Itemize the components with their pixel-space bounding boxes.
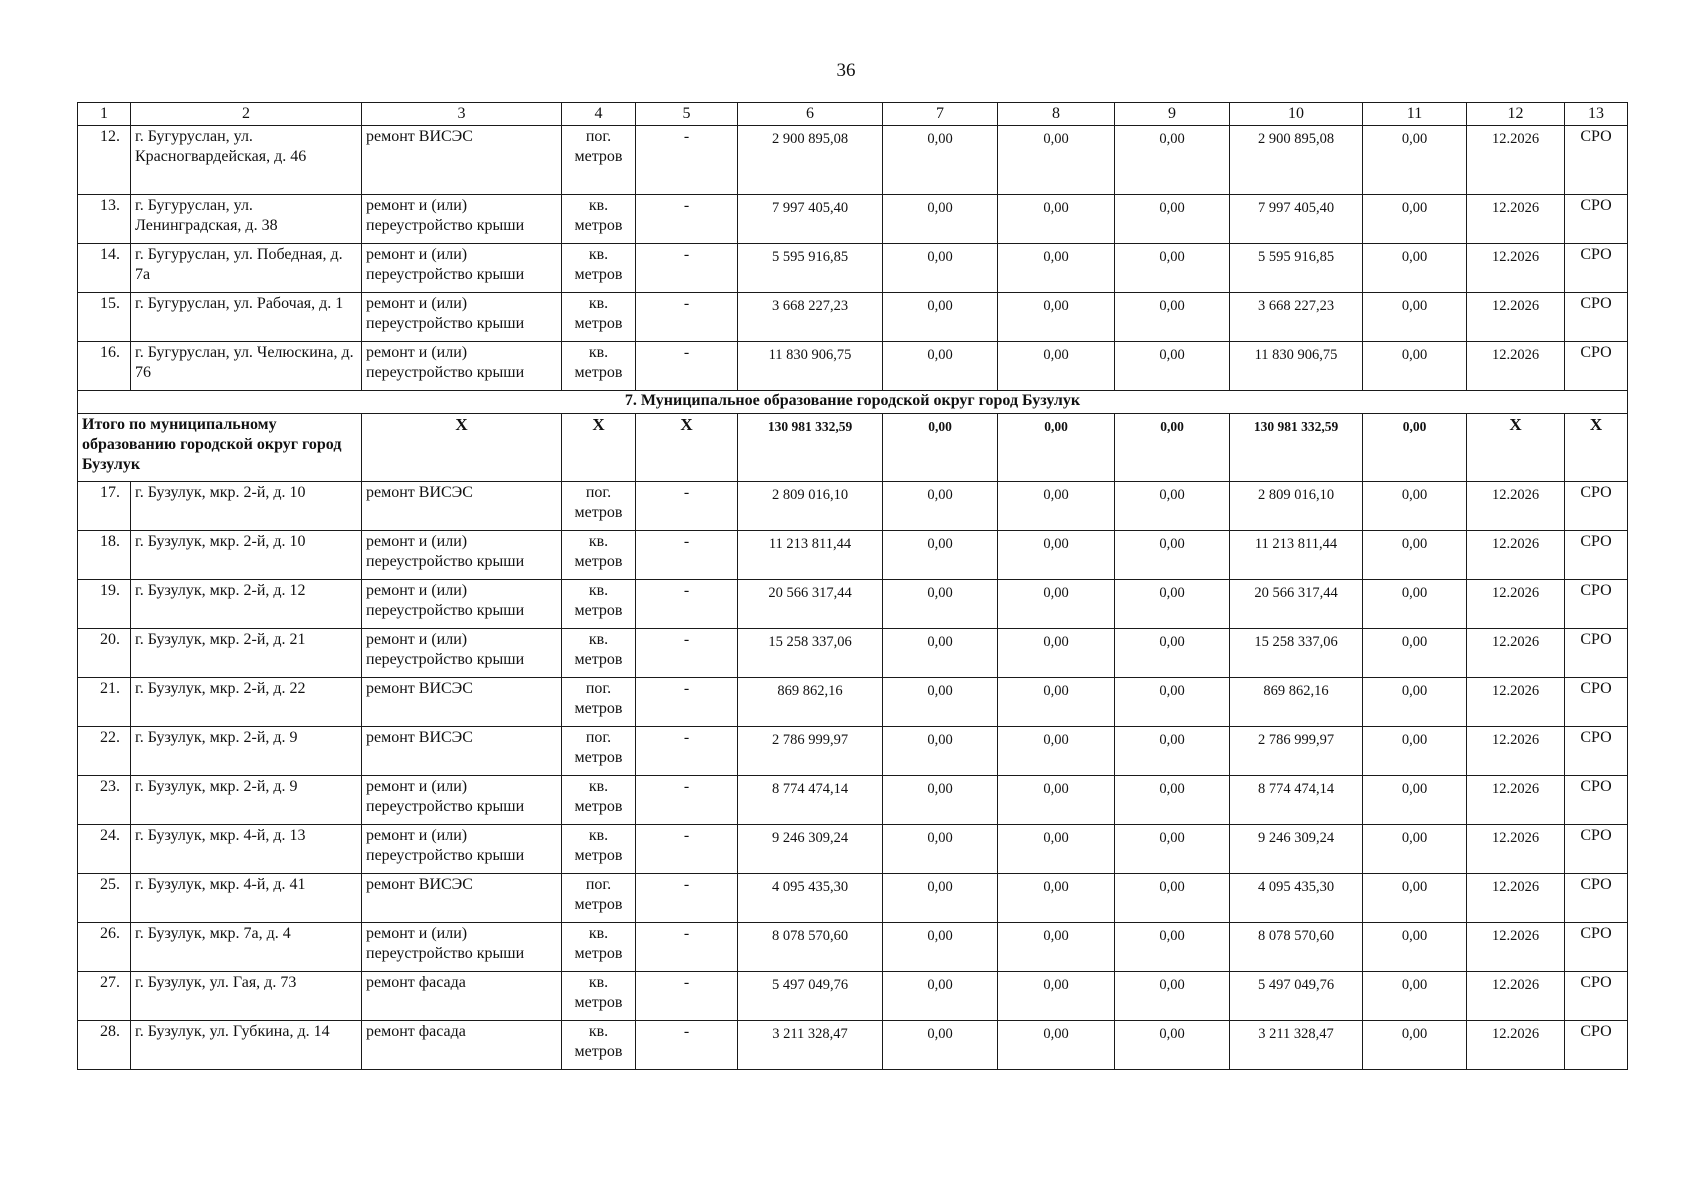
table-row (78, 776, 1628, 825)
method-cell: СРО (1565, 874, 1628, 923)
row-number: 12. (78, 126, 131, 195)
col9-cell: 0,00 (1115, 244, 1230, 293)
row-number: 26. (78, 923, 131, 972)
col10-cell: 15 258 337,06 (1230, 629, 1363, 678)
total-col4: X (562, 414, 636, 482)
total-cost-cell: 5 595 916,85 (738, 244, 883, 293)
column-header-11: 11 (1363, 103, 1467, 126)
total-cost-cell: 2 809 016,10 (738, 482, 883, 531)
unit-cell: кв. метров (562, 342, 636, 391)
row-number: 14. (78, 244, 131, 293)
method-cell: СРО (1565, 244, 1628, 293)
table-row (78, 874, 1628, 923)
deadline-cell: 12.2026 (1467, 874, 1565, 923)
deadline-cell: 12.2026 (1467, 1021, 1565, 1070)
row-number: 20. (78, 629, 131, 678)
row-number: 23. (78, 776, 131, 825)
col7-cell: 0,00 (883, 727, 998, 776)
col8-cell: 0,00 (998, 531, 1115, 580)
col5-cell: - (636, 482, 738, 531)
column-header-2: 2 (131, 103, 362, 126)
method-cell: СРО (1565, 923, 1628, 972)
deadline-cell: 12.2026 (1467, 629, 1565, 678)
total-cost-cell: 8 774 474,14 (738, 776, 883, 825)
column-header-10: 10 (1230, 103, 1363, 126)
col7-cell: 0,00 (883, 482, 998, 531)
col5-cell: - (636, 195, 738, 244)
col8-cell: 0,00 (998, 972, 1115, 1021)
unit-cell: кв. метров (562, 531, 636, 580)
total-cost-cell: 2 900 895,08 (738, 126, 883, 195)
total-col11: 0,00 (1363, 414, 1467, 482)
address-cell: г. Бугуруслан, ул. Красногвардейская, д. 46 (131, 126, 362, 195)
address-cell: г. Бугуруслан, ул. Челюскина, д. 76 (131, 342, 362, 391)
total-cost-cell: 15 258 337,06 (738, 629, 883, 678)
total-cost-cell: 869 862,16 (738, 678, 883, 727)
col11-cell: 0,00 (1363, 482, 1467, 531)
total-col9: 0,00 (1115, 414, 1230, 482)
method-cell: СРО (1565, 126, 1628, 195)
col7-cell: 0,00 (883, 531, 998, 580)
row-number: 25. (78, 874, 131, 923)
address-cell: г. Бугуруслан, ул. Победная, д. 7а (131, 244, 362, 293)
work-type-cell: ремонт и (или) переустройство крыши (362, 195, 562, 244)
table-row (78, 629, 1628, 678)
col9-cell: 0,00 (1115, 1021, 1230, 1070)
col10-cell: 11 213 811,44 (1230, 531, 1363, 580)
method-cell: СРО (1565, 629, 1628, 678)
col8-cell: 0,00 (998, 874, 1115, 923)
column-header-12: 12 (1467, 103, 1565, 126)
row-number: 22. (78, 727, 131, 776)
col5-cell: - (636, 825, 738, 874)
col8-cell: 0,00 (998, 482, 1115, 531)
table-row (78, 580, 1628, 629)
deadline-cell: 12.2026 (1467, 727, 1565, 776)
col9-cell: 0,00 (1115, 874, 1230, 923)
col8-cell: 0,00 (998, 126, 1115, 195)
col9-cell: 0,00 (1115, 342, 1230, 391)
method-cell: СРО (1565, 531, 1628, 580)
table-row (78, 195, 1628, 244)
col8-cell: 0,00 (998, 923, 1115, 972)
address-cell: г. Бузулук, мкр. 4-й, д. 41 (131, 874, 362, 923)
col11-cell: 0,00 (1363, 244, 1467, 293)
col9-cell: 0,00 (1115, 195, 1230, 244)
address-cell: г. Бузулук, мкр. 2-й, д. 12 (131, 580, 362, 629)
total-col7: 0,00 (883, 414, 998, 482)
row-number: 19. (78, 580, 131, 629)
work-type-cell: ремонт и (или) переустройство крыши (362, 776, 562, 825)
col10-cell: 5 497 049,76 (1230, 972, 1363, 1021)
col10-cell: 8 078 570,60 (1230, 923, 1363, 972)
col10-cell: 2 900 895,08 (1230, 126, 1363, 195)
work-type-cell: ремонт и (или) переустройство крыши (362, 531, 562, 580)
col11-cell: 0,00 (1363, 195, 1467, 244)
table-row (78, 482, 1628, 531)
table-row (78, 1021, 1628, 1070)
col7-cell: 0,00 (883, 342, 998, 391)
address-cell: г. Бугуруслан, ул. Ленинградская, д. 38 (131, 195, 362, 244)
method-cell: СРО (1565, 776, 1628, 825)
method-cell: СРО (1565, 972, 1628, 1021)
work-type-cell: ремонт ВИСЭС (362, 727, 562, 776)
unit-cell: кв. метров (562, 244, 636, 293)
row-number: 15. (78, 293, 131, 342)
unit-cell: кв. метров (562, 923, 636, 972)
method-cell: СРО (1565, 727, 1628, 776)
col8-cell: 0,00 (998, 629, 1115, 678)
column-header-4: 4 (562, 103, 636, 126)
col9-cell: 0,00 (1115, 531, 1230, 580)
total-cost-cell: 8 078 570,60 (738, 923, 883, 972)
col10-cell: 8 774 474,14 (1230, 776, 1363, 825)
address-cell: г. Бузулук, мкр. 2-й, д. 21 (131, 629, 362, 678)
col7-cell: 0,00 (883, 776, 998, 825)
table-row (78, 293, 1628, 342)
col11-cell: 0,00 (1363, 293, 1467, 342)
unit-cell: кв. метров (562, 580, 636, 629)
total-col13: X (1565, 414, 1628, 482)
unit-cell: пог. метров (562, 727, 636, 776)
method-cell: СРО (1565, 678, 1628, 727)
col8-cell: 0,00 (998, 727, 1115, 776)
col5-cell: - (636, 126, 738, 195)
total-cost-cell: 11 830 906,75 (738, 342, 883, 391)
col8-cell: 0,00 (998, 580, 1115, 629)
total-col3: X (362, 414, 562, 482)
col11-cell: 0,00 (1363, 825, 1467, 874)
deadline-cell: 12.2026 (1467, 776, 1565, 825)
work-type-cell: ремонт и (или) переустройство крыши (362, 342, 562, 391)
col5-cell: - (636, 727, 738, 776)
col9-cell: 0,00 (1115, 776, 1230, 825)
col11-cell: 0,00 (1363, 923, 1467, 972)
table-body (78, 103, 1628, 1070)
col10-cell: 869 862,16 (1230, 678, 1363, 727)
total-cost-cell: 9 246 309,24 (738, 825, 883, 874)
method-cell: СРО (1565, 293, 1628, 342)
table-row (78, 727, 1628, 776)
col11-cell: 0,00 (1363, 874, 1467, 923)
row-number: 27. (78, 972, 131, 1021)
col7-cell: 0,00 (883, 923, 998, 972)
deadline-cell: 12.2026 (1467, 825, 1565, 874)
col8-cell: 0,00 (998, 342, 1115, 391)
col8-cell: 0,00 (998, 776, 1115, 825)
row-number: 18. (78, 531, 131, 580)
page-number: 36 (836, 60, 856, 81)
col9-cell: 0,00 (1115, 482, 1230, 531)
col11-cell: 0,00 (1363, 972, 1467, 1021)
col9-cell: 0,00 (1115, 580, 1230, 629)
method-cell: СРО (1565, 825, 1628, 874)
col9-cell: 0,00 (1115, 629, 1230, 678)
col5-cell: - (636, 678, 738, 727)
col7-cell: 0,00 (883, 244, 998, 293)
total-cost-cell: 3 211 328,47 (738, 1021, 883, 1070)
deadline-cell: 12.2026 (1467, 580, 1565, 629)
col10-cell: 2 786 999,97 (1230, 727, 1363, 776)
address-cell: г. Бузулук, мкр. 2-й, д. 9 (131, 776, 362, 825)
method-cell: СРО (1565, 342, 1628, 391)
col10-cell: 9 246 309,24 (1230, 825, 1363, 874)
row-number: 13. (78, 195, 131, 244)
row-number: 17. (78, 482, 131, 531)
column-header-5: 5 (636, 103, 738, 126)
work-type-cell: ремонт и (или) переустройство крыши (362, 825, 562, 874)
method-cell: СРО (1565, 195, 1628, 244)
col10-cell: 7 997 405,40 (1230, 195, 1363, 244)
col9-cell: 0,00 (1115, 972, 1230, 1021)
col8-cell: 0,00 (998, 195, 1115, 244)
address-cell: г. Бузулук, мкр. 2-й, д. 22 (131, 678, 362, 727)
row-number: 24. (78, 825, 131, 874)
total-col10: 130 981 332,59 (1230, 414, 1363, 482)
col7-cell: 0,00 (883, 825, 998, 874)
deadline-cell: 12.2026 (1467, 244, 1565, 293)
work-type-cell: ремонт ВИСЭС (362, 678, 562, 727)
table-row (78, 126, 1628, 195)
table-row (78, 825, 1628, 874)
col9-cell: 0,00 (1115, 126, 1230, 195)
column-number-header (78, 103, 1628, 126)
unit-cell: кв. метров (562, 293, 636, 342)
col7-cell: 0,00 (883, 678, 998, 727)
address-cell: г. Бугуруслан, ул. Рабочая, д. 1 (131, 293, 362, 342)
col8-cell: 0,00 (998, 678, 1115, 727)
work-type-cell: ремонт и (или) переустройство крыши (362, 580, 562, 629)
unit-cell: кв. метров (562, 972, 636, 1021)
col7-cell: 0,00 (883, 195, 998, 244)
column-header-1: 1 (78, 103, 131, 126)
deadline-cell: 12.2026 (1467, 972, 1565, 1021)
column-header-13: 13 (1565, 103, 1628, 126)
total-cost-cell: 2 786 999,97 (738, 727, 883, 776)
row-number: 28. (78, 1021, 131, 1070)
col8-cell: 0,00 (998, 293, 1115, 342)
work-type-cell: ремонт ВИСЭС (362, 126, 562, 195)
total-col8: 0,00 (998, 414, 1115, 482)
column-header-3: 3 (362, 103, 562, 126)
deadline-cell: 12.2026 (1467, 531, 1565, 580)
col5-cell: - (636, 580, 738, 629)
col5-cell: - (636, 244, 738, 293)
total-col6: 130 981 332,59 (738, 414, 883, 482)
col5-cell: - (636, 923, 738, 972)
table-row (78, 972, 1628, 1021)
col7-cell: 0,00 (883, 874, 998, 923)
col5-cell: - (636, 531, 738, 580)
unit-cell: пог. метров (562, 678, 636, 727)
address-cell: г. Бузулук, ул. Гая, д. 73 (131, 972, 362, 1021)
table-row (78, 678, 1628, 727)
work-type-cell: ремонт ВИСЭС (362, 482, 562, 531)
work-type-cell: ремонт фасада (362, 1021, 562, 1070)
col11-cell: 0,00 (1363, 678, 1467, 727)
deadline-cell: 12.2026 (1467, 923, 1565, 972)
col5-cell: - (636, 972, 738, 1021)
section-title: 7. Муниципальное образование городской округ город Бузулук (78, 391, 1628, 414)
unit-cell: кв. метров (562, 1021, 636, 1070)
col9-cell: 0,00 (1115, 727, 1230, 776)
address-cell: г. Бузулук, мкр. 2-й, д. 10 (131, 531, 362, 580)
total-cost-cell: 3 668 227,23 (738, 293, 883, 342)
col8-cell: 0,00 (998, 244, 1115, 293)
address-cell: г. Бузулук, мкр. 2-й, д. 10 (131, 482, 362, 531)
unit-cell: кв. метров (562, 629, 636, 678)
method-cell: СРО (1565, 1021, 1628, 1070)
col11-cell: 0,00 (1363, 1021, 1467, 1070)
deadline-cell: 12.2026 (1467, 678, 1565, 727)
col10-cell: 3 668 227,23 (1230, 293, 1363, 342)
col9-cell: 0,00 (1115, 923, 1230, 972)
total-cost-cell: 5 497 049,76 (738, 972, 883, 1021)
col10-cell: 2 809 016,10 (1230, 482, 1363, 531)
deadline-cell: 12.2026 (1467, 482, 1565, 531)
work-type-cell: ремонт и (или) переустройство крыши (362, 244, 562, 293)
col7-cell: 0,00 (883, 1021, 998, 1070)
total-row (78, 414, 1628, 482)
deadline-cell: 12.2026 (1467, 126, 1565, 195)
row-number: 16. (78, 342, 131, 391)
col5-cell: - (636, 293, 738, 342)
address-cell: г. Бузулук, мкр. 7а, д. 4 (131, 923, 362, 972)
work-type-cell: ремонт и (или) переустройство крыши (362, 629, 562, 678)
col8-cell: 0,00 (998, 825, 1115, 874)
total-cost-cell: 4 095 435,30 (738, 874, 883, 923)
table-row (78, 531, 1628, 580)
table-row (78, 244, 1628, 293)
col10-cell: 4 095 435,30 (1230, 874, 1363, 923)
total-cost-cell: 20 566 317,44 (738, 580, 883, 629)
method-cell: СРО (1565, 580, 1628, 629)
table-row (78, 342, 1628, 391)
unit-cell: кв. метров (562, 195, 636, 244)
deadline-cell: 12.2026 (1467, 342, 1565, 391)
unit-cell: кв. метров (562, 776, 636, 825)
column-header-6: 6 (738, 103, 883, 126)
row-number: 21. (78, 678, 131, 727)
address-cell: г. Бузулук, мкр. 2-й, д. 9 (131, 727, 362, 776)
total-cost-cell: 7 997 405,40 (738, 195, 883, 244)
col9-cell: 0,00 (1115, 825, 1230, 874)
total-cost-cell: 11 213 811,44 (738, 531, 883, 580)
col7-cell: 0,00 (883, 580, 998, 629)
col5-cell: - (636, 1021, 738, 1070)
col5-cell: - (636, 776, 738, 825)
col11-cell: 0,00 (1363, 342, 1467, 391)
col11-cell: 0,00 (1363, 629, 1467, 678)
col7-cell: 0,00 (883, 126, 998, 195)
col7-cell: 0,00 (883, 972, 998, 1021)
work-type-cell: ремонт ВИСЭС (362, 874, 562, 923)
unit-cell: пог. метров (562, 126, 636, 195)
col11-cell: 0,00 (1363, 531, 1467, 580)
deadline-cell: 12.2026 (1467, 195, 1565, 244)
col5-cell: - (636, 629, 738, 678)
section-row (78, 391, 1628, 414)
col9-cell: 0,00 (1115, 293, 1230, 342)
unit-cell: пог. метров (562, 482, 636, 531)
method-cell: СРО (1565, 482, 1628, 531)
total-col12: X (1467, 414, 1565, 482)
total-label: Итого по муниципальному образованию городской округ город Бузулук (78, 414, 362, 482)
table-row (78, 923, 1628, 972)
col10-cell: 11 830 906,75 (1230, 342, 1363, 391)
col8-cell: 0,00 (998, 1021, 1115, 1070)
col10-cell: 5 595 916,85 (1230, 244, 1363, 293)
col9-cell: 0,00 (1115, 678, 1230, 727)
address-cell: г. Бузулук, ул. Губкина, д. 14 (131, 1021, 362, 1070)
address-cell: г. Бузулук, мкр. 4-й, д. 13 (131, 825, 362, 874)
unit-cell: пог. метров (562, 874, 636, 923)
column-header-7: 7 (883, 103, 998, 126)
work-type-cell: ремонт и (или) переустройство крыши (362, 293, 562, 342)
work-type-cell: ремонт фасада (362, 972, 562, 1021)
col10-cell: 3 211 328,47 (1230, 1021, 1363, 1070)
column-header-9: 9 (1115, 103, 1230, 126)
total-col5: X (636, 414, 738, 482)
col5-cell: - (636, 874, 738, 923)
col10-cell: 20 566 317,44 (1230, 580, 1363, 629)
unit-cell: кв. метров (562, 825, 636, 874)
work-type-cell: ремонт и (или) переустройство крыши (362, 923, 562, 972)
col7-cell: 0,00 (883, 629, 998, 678)
col11-cell: 0,00 (1363, 727, 1467, 776)
col5-cell: - (636, 342, 738, 391)
col7-cell: 0,00 (883, 293, 998, 342)
col11-cell: 0,00 (1363, 580, 1467, 629)
column-header-8: 8 (998, 103, 1115, 126)
col11-cell: 0,00 (1363, 126, 1467, 195)
deadline-cell: 12.2026 (1467, 293, 1565, 342)
col11-cell: 0,00 (1363, 776, 1467, 825)
capital-repair-table (77, 102, 1628, 1070)
